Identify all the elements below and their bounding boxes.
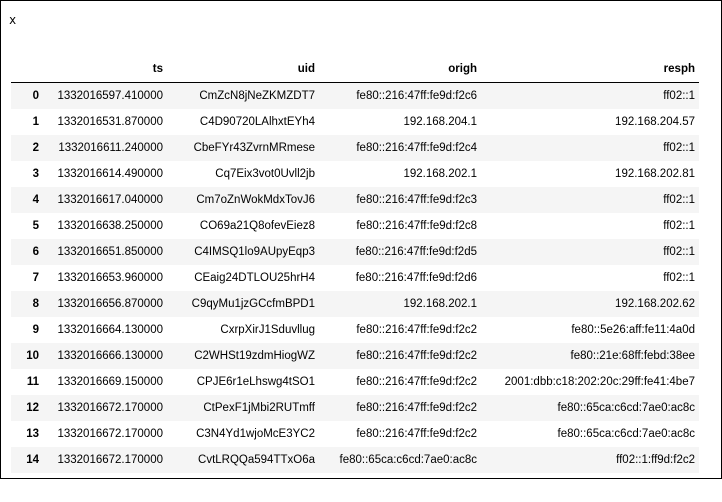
- cell-ts: 1332016638.250000: [57, 220, 163, 232]
- table-row: [11, 135, 699, 161]
- cell-ts: 1332016597.410000: [57, 90, 163, 102]
- cell-ts: 1332016531.870000: [57, 116, 163, 128]
- cell-uid: CPJE6r1eLhswg4tSO1: [196, 376, 315, 388]
- cell-variable-label: x: [9, 13, 17, 27]
- cell-resph: ff02::1: [663, 220, 695, 232]
- cell-resph: ff02::1: [663, 90, 695, 102]
- row-index: 0: [32, 90, 39, 102]
- row-index: 10: [26, 350, 39, 362]
- row-index: 1: [32, 116, 39, 128]
- cell-resph: ff02::1: [663, 272, 695, 284]
- cell-origh: fe80::216:47ff:fe9d:f2c4: [356, 142, 477, 154]
- row-index: 6: [32, 246, 39, 258]
- cell-uid: CO69a21Q8ofevEiez8: [199, 220, 315, 232]
- cell-resph: fe80::65ca:c6cd:7ae0:ac8c: [557, 428, 695, 440]
- cell-uid: CmZcN8jNeZKMZDT7: [199, 90, 315, 102]
- table-header: [11, 56, 699, 83]
- table-row: [11, 317, 699, 343]
- cell-ts: 1332016672.170000: [57, 428, 163, 440]
- cell-origh: fe80::216:47ff:fe9d:f2c2: [356, 376, 477, 388]
- cell-uid: CvtLRQQa594TTxO6a: [198, 454, 315, 466]
- cell-uid: CtPexF1jMbi2RUTmff: [203, 402, 315, 414]
- header-origh: origh: [319, 56, 481, 83]
- cell-origh: fe80::216:47ff:fe9d:f2c2: [356, 402, 477, 414]
- row-index: 4: [32, 194, 39, 206]
- cell-resph: ff02::1: [663, 194, 695, 206]
- table-row: [11, 109, 699, 135]
- row-index: 5: [32, 220, 39, 232]
- cell-uid: Cq7Eix3vot0Uvll2jb: [215, 168, 315, 180]
- cell-uid: C3N4Yd1wjoMcE3YC2: [196, 428, 315, 440]
- cell-origh: fe80::216:47ff:fe9d:f2c6: [356, 90, 477, 102]
- cell-origh: fe80::216:47ff:fe9d:f2d5: [355, 246, 477, 258]
- table-row: [11, 369, 699, 395]
- cell-ts: 1332016614.490000: [57, 168, 163, 180]
- cell-resph: 2001:dbb:c18:202:20c:29ff:fe41:4be7: [504, 376, 695, 388]
- cell-resph: 192.168.202.62: [615, 298, 695, 310]
- table-row: [11, 291, 699, 317]
- table-row: [11, 213, 699, 239]
- cell-uid: CxrpXirJ1Sduvllug: [220, 324, 315, 336]
- cell-ts: 1332016672.170000: [57, 454, 163, 466]
- cell-resph: 192.168.204.57: [615, 116, 695, 128]
- cell-uid: Cm7oZnWokMdxTovJ6: [196, 194, 315, 206]
- header-resph: resph: [481, 56, 699, 83]
- cell-origh: 192.168.202.1: [403, 298, 477, 310]
- cell-uid: C2WHSt19zdmHiogWZ: [194, 350, 315, 362]
- cell-ts: 1332016669.150000: [57, 376, 163, 388]
- cell-uid: CbeFYr43ZvrnMRmese: [193, 142, 315, 154]
- row-index: 11: [26, 376, 39, 388]
- cell-resph: fe80::21e:68ff:febd:38ee: [570, 350, 695, 362]
- cell-resph: ff02::1: [663, 142, 695, 154]
- header-uid: uid: [167, 56, 319, 83]
- cell-resph: ff02::1: [663, 246, 695, 258]
- cell-uid: C4IMSQ1lo9AUpyEqp3: [194, 246, 315, 258]
- cell-origh: fe80::216:47ff:fe9d:f2c2: [356, 324, 477, 336]
- cell-uid: C9qyMu1jzGCcfmBPD1: [191, 298, 315, 310]
- cell-ts: 1332016617.040000: [57, 194, 163, 206]
- table-row: [11, 343, 699, 369]
- cell-origh: fe80::216:47ff:fe9d:f2c2: [356, 350, 477, 362]
- header-row: [11, 56, 699, 83]
- row-index: 3: [32, 168, 39, 180]
- table-body: [11, 83, 699, 474]
- table-row: [11, 83, 699, 110]
- cell-uid: C4D90720LAlhxtEYh4: [199, 116, 315, 128]
- cell-ts: 1332016656.870000: [57, 298, 163, 310]
- dataframe-table: [11, 56, 699, 473]
- table-row: [11, 421, 699, 447]
- table-row: [11, 447, 699, 473]
- row-index: 9: [32, 324, 39, 336]
- cell-ts: 1332016666.130000: [57, 350, 163, 362]
- cell-resph: fe80::5e26:aff:fe11:4a0d: [571, 324, 695, 336]
- table-row: [11, 239, 699, 265]
- cell-ts: 1332016653.960000: [57, 272, 163, 284]
- cell-resph: ff02::1:ff9d:f2c2: [616, 454, 695, 466]
- cell-origh: fe80::216:47ff:fe9d:f2c3: [356, 194, 477, 206]
- row-index: 14: [26, 454, 39, 466]
- cell-ts: 1332016611.240000: [58, 142, 163, 154]
- header-ts: ts: [43, 56, 167, 83]
- cell-resph: fe80::65ca:c6cd:7ae0:ac8c: [557, 402, 695, 414]
- row-index: 12: [26, 402, 39, 414]
- table-row: [11, 187, 699, 213]
- header-index: [11, 56, 43, 83]
- table-row: [11, 161, 699, 187]
- cell-ts: 1332016672.170000: [57, 402, 163, 414]
- cell-origh: fe80::216:47ff:fe9d:f2c2: [356, 428, 477, 440]
- row-index: 2: [32, 142, 39, 154]
- row-index: 13: [26, 428, 39, 440]
- cell-origh: 192.168.202.1: [403, 168, 477, 180]
- cell-origh: fe80::65ca:c6cd:7ae0:ac8c: [339, 454, 477, 466]
- cell-origh: fe80::216:47ff:fe9d:f2d6: [355, 272, 477, 284]
- row-index: 7: [32, 272, 39, 284]
- cell-resph: 192.168.202.81: [615, 168, 695, 180]
- row-index: 8: [32, 298, 39, 310]
- table-row: [11, 395, 699, 421]
- cell-ts: 1332016664.130000: [57, 324, 163, 336]
- cell-ts: 1332016651.850000: [57, 246, 163, 258]
- table-row: [11, 265, 699, 291]
- cell-origh: fe80::216:47ff:fe9d:f2c8: [356, 220, 477, 232]
- cell-uid: CEaig24DTLOU25hrH4: [194, 272, 315, 284]
- cell-origh: 192.168.204.1: [403, 116, 477, 128]
